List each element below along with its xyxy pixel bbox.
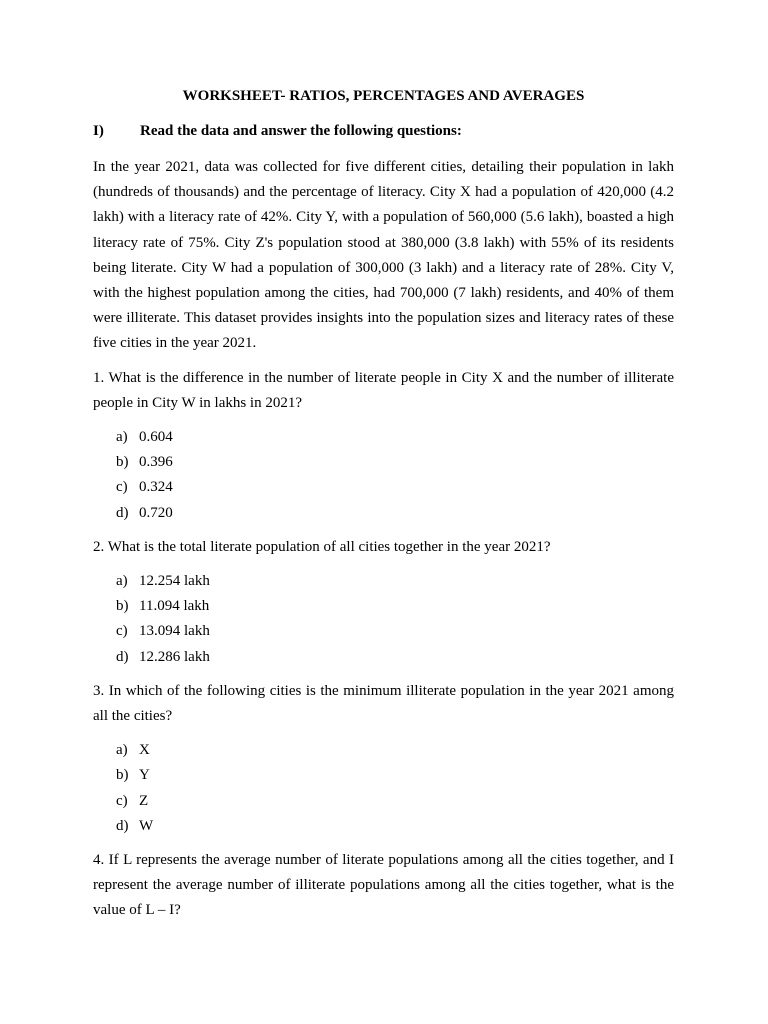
question-3-option-b [116, 763, 674, 788]
question-2-option-d [116, 645, 674, 670]
option-text: 11.094 lakh [139, 598, 210, 615]
question-3-options [93, 738, 674, 839]
option-letter: b) [116, 767, 129, 784]
question-2-option-c [116, 619, 674, 644]
question-1-option-b [116, 450, 674, 475]
worksheet-page [93, 86, 674, 933]
option-letter: c) [116, 792, 128, 809]
option-text: 0.396 [139, 454, 173, 471]
question-1: 1. What is the difference in the number of literate people in City X and the number of illiterate people in City W in lakhs in 2021? [93, 369, 674, 411]
question-2: 2. What is the total literate population of all cities together in the year 2021? [93, 538, 551, 555]
option-text: Y [139, 767, 150, 784]
option-text: 0.324 [139, 479, 173, 496]
section-heading-text: Read the data and answer the following questions: [140, 123, 462, 139]
question-3-option-a [116, 738, 674, 763]
question-1-options [93, 425, 674, 526]
option-text: 0.720 [139, 504, 173, 521]
option-letter: a) [116, 572, 128, 589]
option-text: 0.604 [139, 429, 173, 446]
option-letter: a) [116, 429, 128, 446]
question-4: 4. If L represents the average number of literate populations among all the cities together, and I represent the average number of illiterate populations among all the cities together, what is the value of L – I? [93, 851, 674, 919]
question-1-option-c [116, 475, 674, 500]
option-text: W [139, 817, 154, 834]
question-3: 3. In which of the following cities is the minimum illiterate population in the year 2021 among all the cities? [93, 682, 674, 724]
question-3-option-d [116, 814, 674, 839]
option-letter: b) [116, 454, 129, 471]
option-text: 13.094 lakh [139, 623, 210, 640]
question-2-options [93, 569, 674, 670]
option-letter: c) [116, 479, 128, 496]
option-letter: d) [116, 817, 129, 834]
option-text: Z [139, 792, 149, 809]
question-1-option-d [116, 501, 674, 526]
section-heading [93, 121, 674, 141]
option-text: 12.254 lakh [139, 572, 210, 589]
question-1-option-a [116, 425, 674, 450]
data-paragraph: In the year 2021, data was collected for five different cities, detailing their population in lakh (hundreds of thousands) and the percentage of literacy. City X had a population of 420,000 (4.2 lakh) with a literacy rate of 42%. City Y, with a population of 560,000 (5.6 lakh), boasted a high literacy rate of 75%. City Z's population stood at 380,000 (3.8 lakh) with 55% of its residents being literate. City W had a population of 300,000 (3 lakh) and a literacy rate of 28%. City V, with the highest population among the cities, had 700,000 (7 lakh) residents, and 40% of them were illiterate. This dataset provides insights into the population sizes and literacy rates of these five cities in the year 2021. [93, 159, 674, 352]
option-letter: b) [116, 598, 129, 615]
question-2-option-b [116, 594, 674, 619]
option-letter: d) [116, 648, 129, 665]
option-text: X [139, 742, 150, 759]
option-letter: d) [116, 504, 129, 521]
option-letter: a) [116, 742, 128, 759]
question-2-option-a [116, 569, 674, 594]
worksheet-title: WORKSHEET- RATIOS, PERCENTAGES AND AVERAGES [182, 88, 585, 104]
option-letter: c) [116, 623, 128, 640]
section-number: I) [93, 123, 104, 139]
question-3-option-c [116, 789, 674, 814]
option-text: 12.286 lakh [139, 648, 210, 665]
